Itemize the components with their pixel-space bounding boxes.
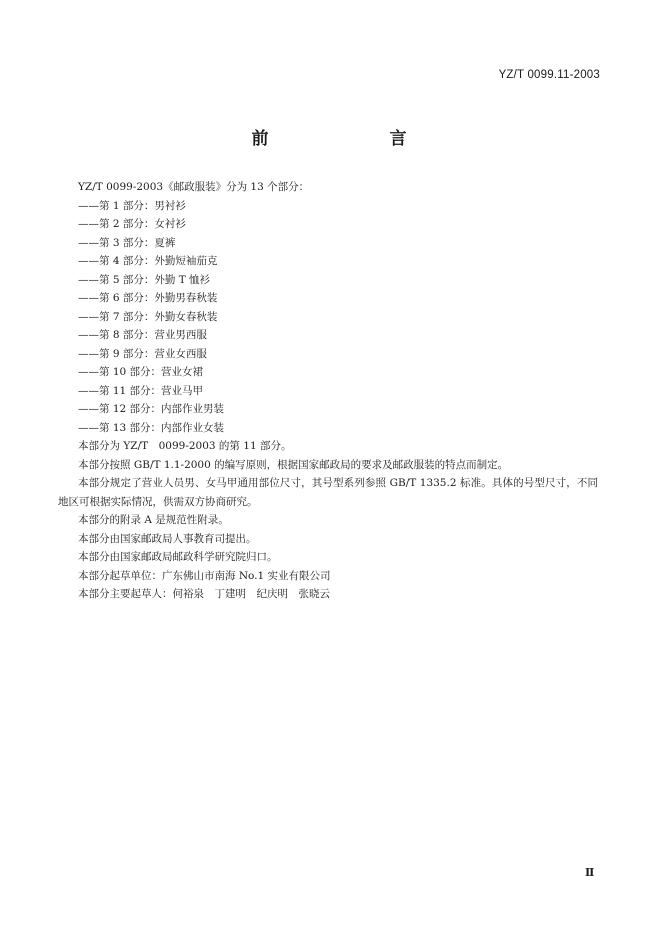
list-item: ——第 4 部分：外勤短袖茄克 [78, 255, 218, 267]
intro-line: YZ/T 0099-2003《邮政服装》分为 13 个部分： [78, 181, 310, 193]
paragraph: 本部分的附录 A 是规范性附录。 [78, 514, 229, 526]
document-body [58, 178, 598, 604]
paragraph: 本部分由国家邮政局邮政科学研究院归口。 [78, 551, 278, 563]
list-item: ——第 8 部分：营业男西服 [78, 329, 207, 341]
list-item: ——第 1 部分：男衬衫 [78, 199, 186, 212]
list-item: ——第 11 部分：营业马甲 [78, 384, 204, 397]
list-item: ——第 9 部分：营业女西服 [78, 347, 207, 360]
page-number: Ⅱ [585, 866, 595, 879]
list-item: ——第 7 部分：外勤女春秋装 [78, 310, 218, 323]
paragraph: 本部分起草单位：广东佛山市南海 No.1 实业有限公司 [78, 569, 331, 582]
page-title: 前 言 [251, 129, 459, 149]
parts-list [58, 197, 598, 438]
paragraph: 本部分由国家邮政局人事教育司提出。 [78, 532, 257, 545]
standard-code: YZ/T 0099.11-2003 [498, 69, 600, 81]
paragraph: 本部分为 YZ/T 0099-2003 的第 11 部分。 [78, 440, 292, 452]
list-item: ——第 13 部分：内部作业女装 [78, 421, 225, 434]
paragraph: 本部分主要起草人：何裕泉 丁建明 纪庆明 张晓云 [78, 588, 330, 600]
paragraph: 本部分按照 GB/T 1.1-2000 的编写原则，根据国家邮政局的要求及邮政服装的特点而制定。 [78, 458, 509, 471]
list-item: ——第 5 部分：外勤 T 恤衫 [78, 273, 211, 286]
list-item: ——第 2 部分：女衬衫 [78, 218, 186, 230]
list-item: ——第 12 部分：内部作业男装 [78, 403, 225, 415]
list-item: ——第 3 部分：夏裤 [78, 236, 176, 249]
list-item: ——第 6 部分：外勤男春秋装 [78, 292, 218, 304]
paragraph: 本部分规定了营业人员男、女马甲通用部位尺寸，其号型系列参照 GB/T 1335.2 标准。具体的号型尺寸，不同地区可根据实际情况，供需双方协商研究。 [58, 477, 598, 508]
list-item: ——第 10 部分：营业女裙 [78, 366, 204, 378]
